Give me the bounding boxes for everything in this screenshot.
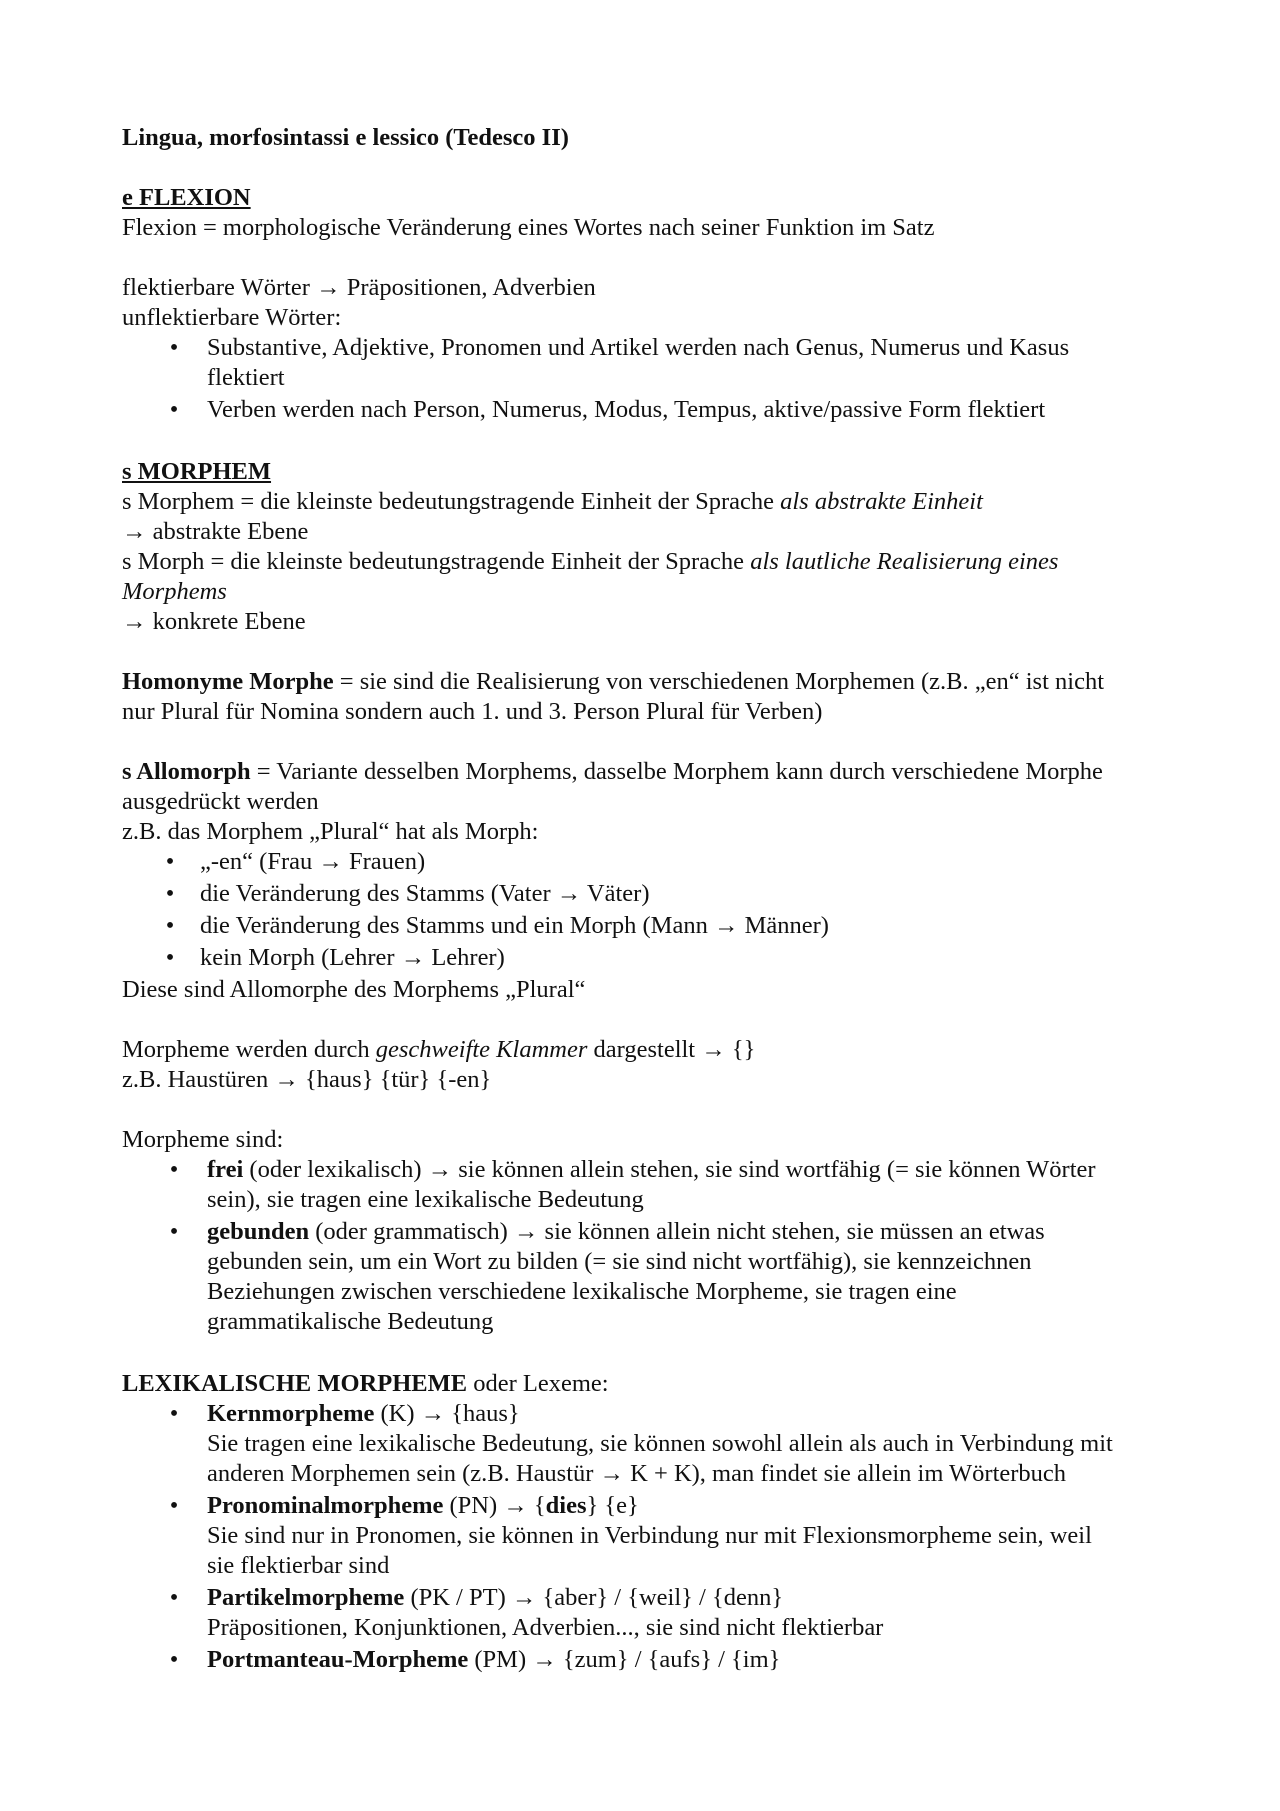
- section-heading-flexion: e FLEXION: [122, 184, 251, 211]
- klammer-example: z.B. Haustüren → {haus} {tür} {-en}: [122, 1066, 492, 1093]
- list-item: • die Veränderung des Stamms (Vater → Väter): [122, 879, 1182, 909]
- list-item: • Portmanteau-Morpheme (PM) → {zum} / {aufs} / {im}: [122, 1645, 1182, 1675]
- morph-definition: s Morph = die kleinste bedeutungstragende Einheit der Sprache als lautliche Realisierung eines: [122, 548, 1059, 575]
- morph-definition-cont: Morphems: [122, 578, 227, 605]
- flexion-line-flektierbar: flektierbare Wörter → Präpositionen, Adverbien: [122, 274, 596, 301]
- morphem-definition: s Morphem = die kleinste bedeutungstragende Einheit der Sprache als abstrakte Einheit: [122, 488, 983, 515]
- homonyme-definition: Homonyme Morphe = sie sind die Realisierung von verschiedenen Morphemen (z.B. „en“ ist nicht: [122, 668, 1105, 695]
- bullet-icon: •: [169, 1400, 179, 1427]
- allomorph-definition: s Allomorph = Variante desselben Morphems, dasselbe Morphem kann durch verschiedene Morphe: [122, 758, 1103, 785]
- list-item: • gebunden (oder grammatisch) → sie können allein nicht stehen, sie müssen an etwas gebunden sein, um ein Wort zu bilden (= sie sind nicht wortfähig), sie kennzeichnen Beziehungen zwischen verschiedene lexikalische Morpheme, sie tragen eine grammatikalische Bedeutung: [122, 1217, 1182, 1337]
- list-item: • „-en“ (Frau → Frauen): [122, 847, 1182, 877]
- bullet-icon: •: [169, 1156, 179, 1183]
- list-item: • die Veränderung des Stamms und ein Morph (Mann → Männer): [122, 911, 1182, 941]
- bullet-icon: •: [165, 880, 175, 907]
- list-item: • Substantive, Adjektive, Pronomen und Artikel werden nach Genus, Numerus und Kasus flektiert: [122, 333, 1182, 393]
- morphem-abstract-level: → abstrakte Ebene: [122, 518, 309, 545]
- flexion-line-unflektierbar: unflektierbare Wörter:: [122, 304, 342, 331]
- bullet-icon: •: [169, 1646, 179, 1673]
- section-heading-morphem: s MORPHEM: [122, 458, 272, 485]
- bullet-icon: •: [165, 848, 175, 875]
- list-item: • Partikelmorpheme (PK / PT) → {aber} / {weil} / {denn} Präpositionen, Konjunktionen, Adverbien..., sie sind nicht flektierbar: [122, 1583, 1182, 1643]
- allomorph-bullet-list: [122, 847, 1182, 973]
- bullet-icon: •: [165, 944, 175, 971]
- list-item: • Verben werden nach Person, Numerus, Modus, Tempus, aktive/passive Form flektiert: [122, 395, 1182, 425]
- allomorph-closing: Diese sind Allomorphe des Morphems „Plural“: [122, 976, 586, 1003]
- bullet-icon: •: [169, 1218, 179, 1245]
- flexion-definition: Flexion = morphologische Veränderung eines Wortes nach seiner Funktion im Satz: [122, 214, 935, 241]
- list-item: • frei (oder lexikalisch) → sie können allein stehen, sie sind wortfähig (= sie können Wörter sein), sie tragen eine lexikalische Bedeutung: [122, 1155, 1182, 1215]
- bullet-icon: •: [169, 1584, 179, 1611]
- morpheme-types-list: [122, 1155, 1182, 1337]
- morph-concrete-level: → konkrete Ebene: [122, 608, 306, 635]
- document-body: [122, 123, 1182, 1677]
- lexikalische-morpheme-list: [122, 1399, 1182, 1675]
- bullet-icon: •: [169, 1492, 179, 1519]
- bullet-icon: •: [169, 334, 179, 361]
- klammer-line: Morpheme werden durch geschweifte Klammer dargestellt → {}: [122, 1036, 756, 1063]
- section-heading-lexikalische-morpheme: LEXIKALISCHE MORPHEME oder Lexeme:: [122, 1370, 609, 1397]
- allomorph-definition-cont: ausgedrückt werden: [122, 788, 319, 815]
- homonyme-definition-cont: nur Plural für Nomina sondern auch 1. und 3. Person Plural für Verben): [122, 698, 823, 725]
- document-title: Lingua, morfosintassi e lessico (Tedesco II): [122, 124, 569, 151]
- bullet-icon: •: [165, 912, 175, 939]
- morpheme-sind-intro: Morpheme sind:: [122, 1126, 284, 1153]
- list-item: • kein Morph (Lehrer → Lehrer): [122, 943, 1182, 973]
- list-item: • Pronominalmorpheme (PN) → {dies} {e} Sie sind nur in Pronomen, sie können in Verbindung nur mit Flexionsmorpheme sein, weil sie flektierbar sind: [122, 1491, 1182, 1581]
- list-item: • Kernmorpheme (K) → {haus} Sie tragen eine lexikalische Bedeutung, sie können sowohl allein als auch in Verbindung mit anderen Morphemen sein (z.B. Haustür → K + K), man findet sie allein im Wörterbuch: [122, 1399, 1182, 1489]
- flexion-bullet-list: [122, 333, 1182, 425]
- bullet-icon: •: [169, 396, 179, 423]
- allomorph-example-intro: z.B. das Morphem „Plural“ hat als Morph:: [122, 818, 539, 845]
